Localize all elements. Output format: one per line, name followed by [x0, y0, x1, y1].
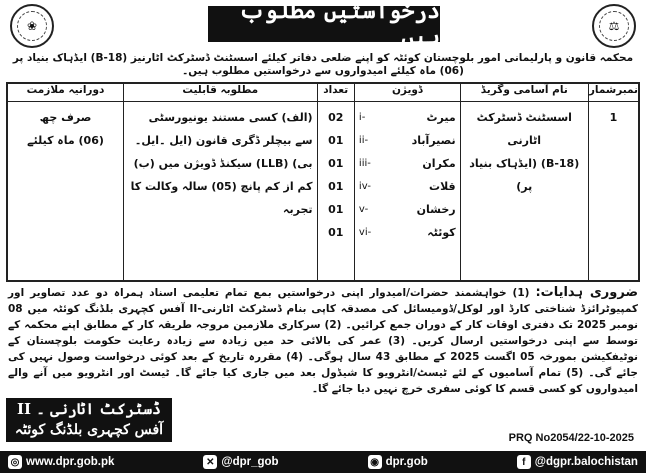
header-quantity: تعداد [317, 84, 354, 102]
website-text: www.dpr.gob.pk [26, 456, 115, 468]
page-title: درخواستیں مطلوب ہیں [208, 6, 440, 42]
header [0, 0, 646, 56]
division-number: i- [358, 112, 366, 123]
cell-divisions [354, 102, 460, 281]
government-seal-right-icon: ⚖ [592, 4, 636, 48]
division-name: مکران [422, 157, 456, 170]
division-item [359, 129, 456, 152]
header-serial: نمبرشمار [588, 84, 638, 102]
instructions-text: (1) خواہشمند حضرات/امیدوار اپنی درخواستیں بمع تمام تعلیمی اسناد ہمراہ دو عدد تصاویر اور کمپیوٹرائزڈ شناختی کارڈ اور لوکل/ڈومیسائل کی مصدقہ کاپی بنام ڈسٹرکٹ اٹارنی-II آفس کچہری بلڈنگ کوئٹہ میں 08 نومبر 2025 تک دفتری اوقات کار کے دوران جمع کرائیں۔ (2) سرکاری ملازمین مروجہ طریقہ کار کے مطابق اپنے محکمہ کے توسط سے اپنی درخواستیں ارسال کریں۔ (3) عمر کی بالائی حد میں زیادہ سے زیادہ رعایت حکومت بلوچستان کے نوٹیفکیشن بمورخہ 05 اگست 2025 کے مطابق 43 سال ہوگی۔ (4) مقررہ تاریخ کے بعد کوئی درخواست وصول نہیں کی جائے گی۔ (5) تمام آسامیوں کے لئے ٹیسٹ/انٹرویو کا شیڈول بعد میں جاری کیا جائے گا۔ ٹیسٹ اور انٹرویو میں آنے والے امیدواروں کو کسی قسم کا کوئی سفری خرچ نہیں دیا جائے گا۔ [8, 287, 638, 395]
header-qualification: مطلوبہ قابلیت [124, 84, 317, 102]
table-header-row [8, 84, 639, 102]
header-division: ڈویژن [354, 84, 460, 102]
quantity-value: 01 [328, 134, 344, 147]
address-line-1: ڈسٹرکٹ اٹارنی ۔ II [17, 400, 161, 418]
division-name: قلات [429, 180, 456, 193]
header-duration: دورانیہ ملازمت [8, 84, 124, 102]
header-post: نام آسامی وگریڈ [460, 84, 588, 102]
address-box [6, 398, 172, 442]
footer-twitter[interactable] [203, 455, 278, 469]
division-number: iii- [358, 158, 371, 169]
cell-quantities [317, 102, 354, 281]
post-title: اسسٹنٹ ڈسٹرکٹ اٹارنی [476, 111, 572, 147]
quantity-value: 02 [328, 111, 344, 124]
globe-icon: ◎ [8, 455, 22, 469]
government-seal-left-icon: ❀ [10, 4, 54, 48]
cell-duration [8, 102, 124, 281]
footer-facebook[interactable] [517, 455, 638, 469]
cell-qualification: (الف) کسی مستند یونیورسٹی سے بیچلر ڈگری قانون (ایل ۔ایل۔بی) (LLB) سیکنڈ ڈویژن میں (ب) کم از کم پانچ (05) سالہ وکالت کا تجربہ [124, 102, 317, 281]
twitter-text: @dpr_gob [221, 456, 279, 468]
division-item [359, 198, 456, 221]
division-item [359, 106, 456, 129]
division-number: ii- [358, 135, 369, 146]
footer-website[interactable] [8, 455, 114, 469]
division-number: iv- [358, 181, 371, 192]
prq-number: PRQ No2054/22-10-2025 [508, 432, 634, 444]
table-row [8, 102, 639, 281]
quantity-value: 01 [328, 180, 344, 193]
quantity-value: 01 [328, 226, 344, 239]
division-item [359, 221, 456, 244]
facebook-text: @dgpr.balochistan [534, 456, 638, 468]
intro-text: محکمہ قانون و پارلیمانی امور بلوچستان کوئٹہ کو اپنے ضلعی دفاتر کیلئے اسسٹنٹ ڈسٹرکٹ اٹارنیز (B-18) ایڈہاک بنیاد پر (06) ماہ کیلئے امیدواروں سے درخواستیں مطلوب ہیں۔ [12, 52, 634, 77]
division-number: vi- [358, 227, 372, 238]
instagram-text: dpr.gob [385, 456, 428, 468]
cell-serial: 1 [588, 102, 638, 281]
instagram-icon: ◉ [368, 455, 382, 469]
instructions [8, 285, 638, 395]
division-item [359, 152, 456, 175]
quantity-value: 01 [328, 203, 344, 216]
duration-line-2: (06) ماہ کیلئے [27, 134, 104, 147]
footer-bar [0, 451, 646, 473]
twitter-icon: ✕ [203, 455, 217, 469]
facebook-icon: f [517, 455, 531, 469]
post-grade: (B-18) (ایڈہاک بنیاد پر) [469, 157, 580, 193]
division-name: کوئٹہ [427, 226, 456, 239]
duration-line-1: صرف چھ [39, 111, 92, 124]
division-item [359, 175, 456, 198]
instructions-heading: ضروری ہدایات: [535, 285, 639, 300]
division-name: میرٹ [426, 111, 456, 124]
footer-instagram[interactable] [368, 455, 428, 469]
division-number: v- [358, 204, 369, 215]
division-name: نصیرآباد [411, 134, 456, 147]
quantity-value: 01 [328, 157, 344, 170]
address-line-2: آفس کچہری بلڈنگ کوئٹہ [14, 422, 164, 438]
division-name: رخشان [416, 203, 456, 216]
cell-post [460, 102, 588, 281]
vacancy-table [6, 82, 640, 282]
